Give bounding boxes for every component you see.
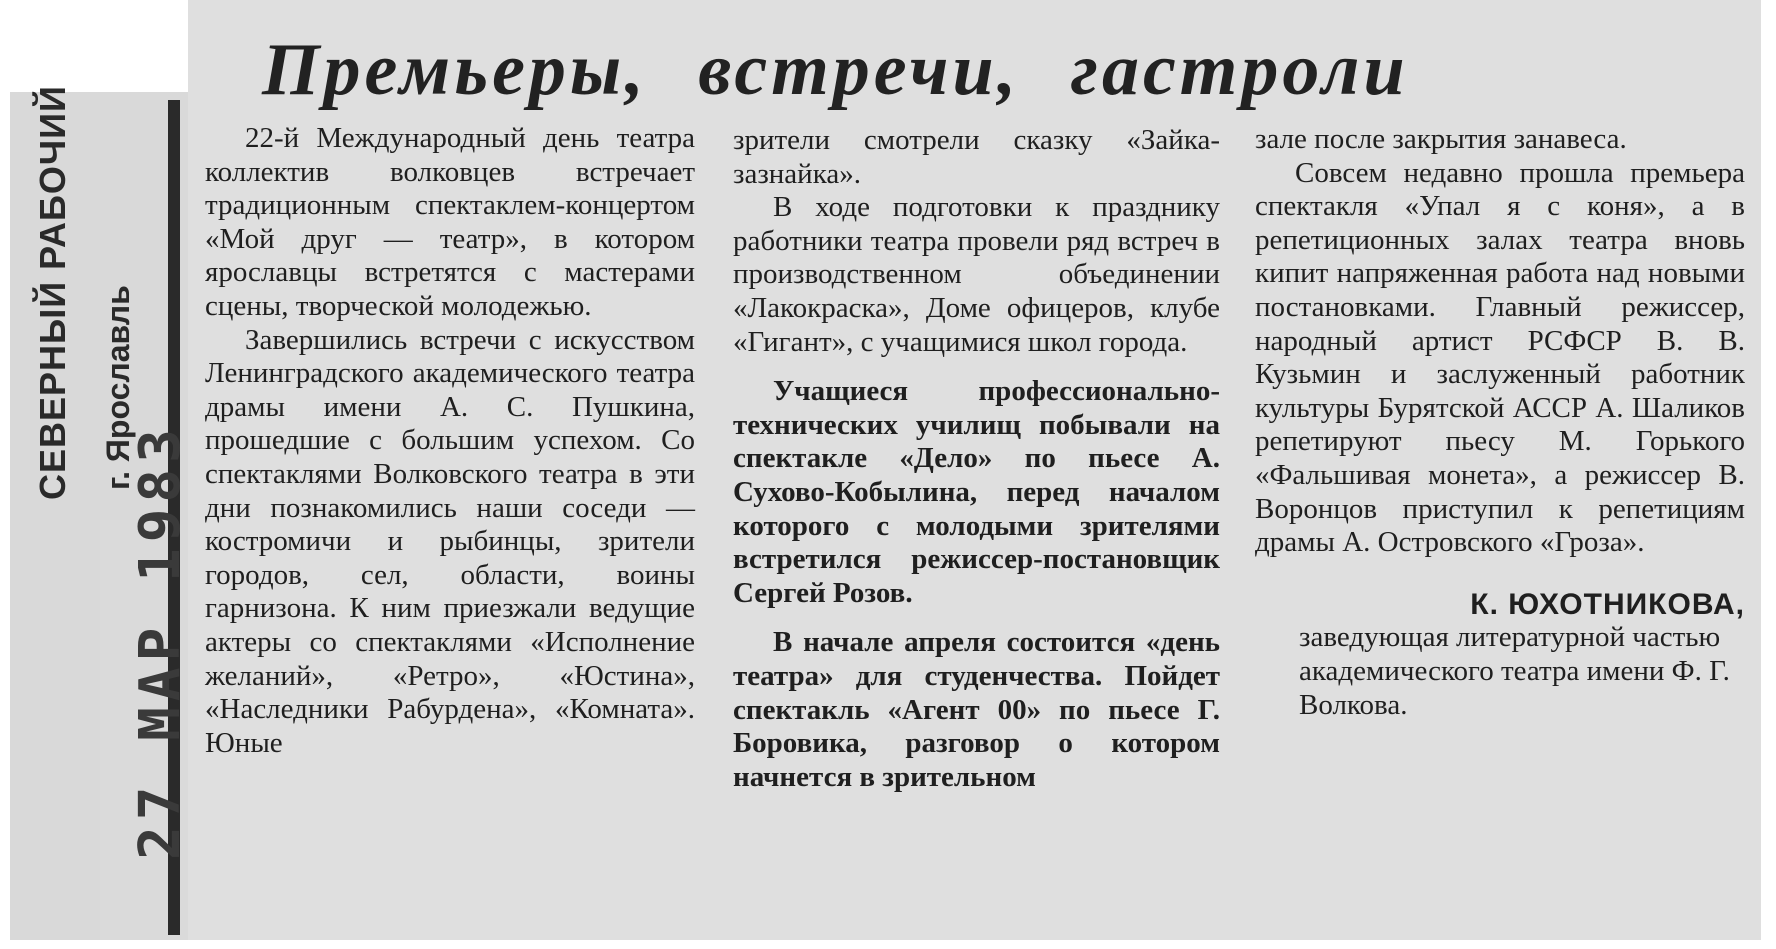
paragraph-continuation: зале после закрытия занавеса. (1255, 123, 1627, 155)
paragraph: Совсем недавно прошла премьера спектакля «Упал я с коня», а в репетиционных залах театра вновь кипит напряженная работа над новыми постановками. Главный режиссер, народный артист РСФСР В. В. Кузьмин и заслуженный работник культуры Бурятской АССР А. Шаликов репетируют пьесу М. Горького «Фальшивая монета», а режиссер В. Воронцов приступил к репетициям драмы А. Островского «Гроза». (1255, 156, 1745, 559)
article-column-2 (733, 124, 1220, 794)
paragraph: Учащиеся профессионально-технических училищ побывали на спектакле «Дело» по пьесе А. Сухово-Кобылина, перед началом которого с молодыми зрителями встретился режиссер-постановщик Сергей Розов. (733, 375, 1220, 609)
article-headline: Премьеры, встречи, гастроли (262, 29, 1409, 111)
author-position: заведующая литературной частью академического театра имени Ф. Г. Волкова. (1299, 621, 1730, 721)
paragraph-continuation: зрители смотрели сказку «Зайка-зазнайка». (733, 124, 1220, 190)
newspaper-name-stamp: СЕВЕРНЫЙ РАБОЧИЙ (32, 85, 73, 500)
article-column-3 (1255, 123, 1745, 722)
paragraph: Завершились встречи с искусством Ленинградского академического театра драмы имени А. С. Пушкина, прошедшие с большим успехом. Со спектаклями Волковского театра в эти дни познакомились наши соседи — костромичи и рыбинцы, зрители городов, сел, области, воины гарнизона. К ним приезжали ведущие актеры со спектаклями «Исполнение желаний», «Ретро», «Юстина», «Наследники Рабурдена», «Комната». Юные (205, 323, 695, 759)
paragraph: 22-й Международный день театра коллектив волковцев встречает традиционным спектаклем-концертом «Мой друг — театр», в котором ярославцы встретятся с мастерами сцены, творческой молодежью. (205, 122, 695, 322)
paragraph: В начале апреля состоится «день театра» для студенчества. Пойдет спектакль «Агент 00» по пьесе Г. Боровика, разговор о котором начнется в зрительном (733, 626, 1220, 793)
article-column-1 (205, 122, 695, 760)
author-name: К. ЮХОТНИКОВА, (1470, 587, 1745, 621)
paragraph: В ходе подготовки к празднику работники театра провели ряд встреч в производственном объединении «Лакокраска», Доме офицеров, клубе «Гигант», с учащимися школ города. (733, 191, 1220, 358)
date-stamp: 27 МАР 1983 (128, 423, 193, 860)
city-stamp: г. Ярославль (100, 285, 136, 490)
